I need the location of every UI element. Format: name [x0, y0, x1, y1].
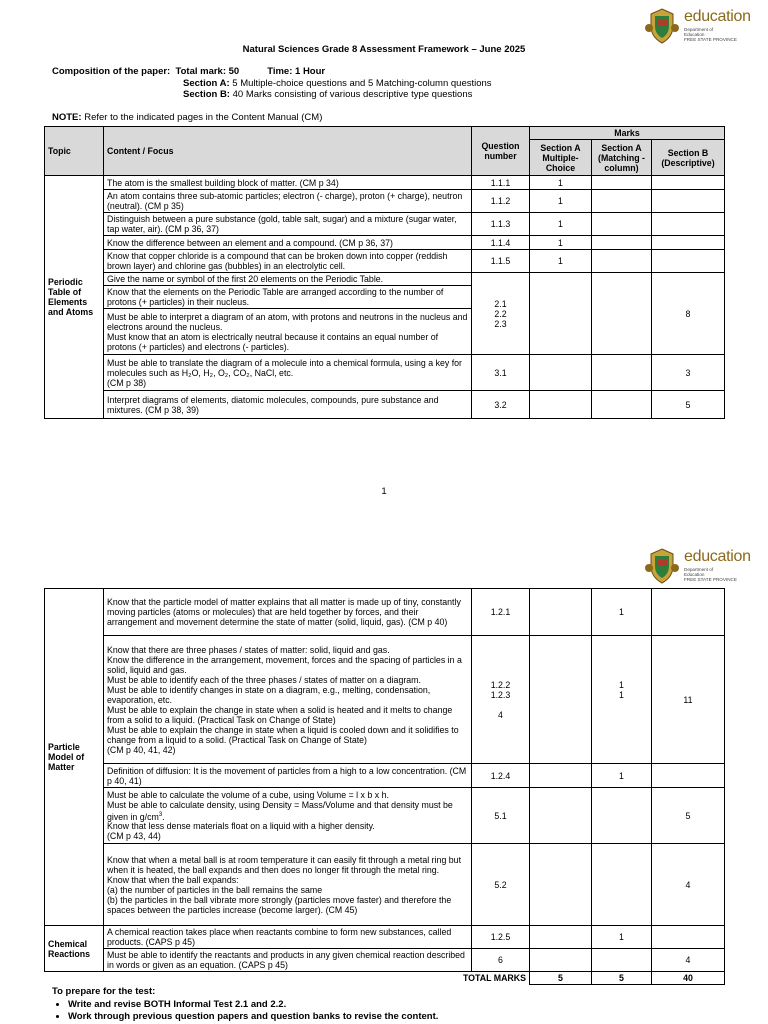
match-cell: 1 [592, 764, 652, 788]
education-logo [642, 546, 760, 586]
content-cell: Know the difference between an element and a compound. (CM p 36, 37) [104, 236, 472, 250]
content-line: (CM p 43, 44) [107, 831, 161, 842]
match-cell [592, 236, 652, 250]
table-row [45, 236, 725, 250]
question-cell: 3.2 [472, 391, 530, 419]
question-cell: 1.2.5 [472, 926, 530, 949]
content-cell: Know that the elements on the Periodic Table are arranged according to the number of protons (+ particles) in their nucleus. [104, 286, 472, 309]
question-cell: 6 [472, 949, 530, 972]
content-cell [104, 309, 472, 355]
content-line: Know that there are three phases / states of matter: solid, liquid and gas. [107, 644, 390, 655]
question-number: 2.2 [494, 308, 507, 319]
total-match: 5 [592, 972, 652, 985]
table-row [45, 391, 725, 419]
mc-cell: 1 [530, 213, 592, 236]
brand-sub [684, 27, 737, 42]
preparation-notes [52, 986, 438, 1024]
question-cell [472, 636, 530, 764]
match-cell [592, 250, 652, 273]
content-cell [104, 788, 472, 844]
note-text: Refer to the indicated pages in the Content Manual (CM) [84, 112, 323, 123]
table-row [45, 764, 725, 788]
content-line: (b) the particles in the ball vibrate more strongly (particles move faster) and therefore the spaces between the particles increase (become larger). (CM 45) [107, 894, 452, 915]
header-marks: Marks [530, 127, 725, 140]
descriptive-cell: 8 [652, 273, 725, 355]
question-cell: 1.1.3 [472, 213, 530, 236]
table-row [45, 176, 725, 190]
question-number: 4 [498, 709, 503, 720]
content-line: Know that when a metal ball is at room temperature it can easily fit through a metal ring but when it is heated, the ball expands and then does no longer fit through the metal ring. [107, 854, 462, 875]
descriptive-cell [652, 236, 725, 250]
table-row [45, 788, 725, 844]
section-a-text: 5 Multiple-choice questions and 5 Matching-column questions [232, 77, 492, 89]
brand-sub-line: FREE STATE PROVINCE [684, 577, 737, 582]
match-mark: 1 [619, 679, 624, 690]
content-cell [104, 844, 472, 926]
brand-sub-line: Department of [684, 27, 714, 32]
prep-list [52, 999, 438, 1024]
content-line: Know the difference in the arrangement, movement, forces and the spacing of particles in a solid, liquid and gas. [107, 654, 462, 675]
total-mark: Total mark: 50 [175, 66, 240, 77]
brand-name: education [684, 8, 751, 25]
table-row [45, 589, 725, 636]
content-line: Must know that an atom is electrically neutral because it contains an equal number of protons (+ particles) and electrons (- particles). [107, 331, 439, 352]
content-line: (CM p 38) [107, 377, 147, 388]
header-sec-a-match: Section A (Matching -column) [592, 140, 652, 176]
header-topic: Topic [45, 127, 104, 176]
page-1 [0, 0, 768, 500]
match-cell [592, 190, 652, 213]
descriptive-cell: 3 [652, 355, 725, 391]
content-cell: An atom contains three sub-atomic particles; electron (- charge), proton (+ charge), neutron (neutral). (CM p 35) [104, 190, 472, 213]
question-number: 1.2.2 [490, 679, 511, 690]
brand-sub [684, 567, 737, 582]
mc-cell [530, 636, 592, 764]
content-cell: Know that the particle model of matter explains that all matter is made up of tiny, constantly moving particles (atoms or molecules) that are held together by forces, and their arrangement and movement determine the state of matter (solid, liquid, gas). (CM p 40) [104, 589, 472, 636]
match-cell: 1 [592, 926, 652, 949]
descriptive-cell: 5 [652, 788, 725, 844]
descriptive-cell [652, 764, 725, 788]
prep-heading: To prepare for the test: [52, 986, 156, 997]
coat-of-arms-icon [642, 546, 682, 586]
match-cell [592, 273, 652, 355]
table-row [45, 190, 725, 213]
assessment-table-1 [44, 126, 725, 419]
match-cell [592, 213, 652, 236]
section-a-label: Section A: [183, 77, 230, 89]
question-cell: 5.1 [472, 788, 530, 844]
mc-cell: 1 [530, 250, 592, 273]
content-line: Must be able to identify each of the three phases / states of matter on a diagram. [107, 674, 421, 685]
mc-cell [530, 926, 592, 949]
question-cell: 1.1.1 [472, 176, 530, 190]
question-number: 1.2.3 [490, 689, 511, 700]
total-row [45, 972, 725, 985]
header-sec-b: Section B (Descriptive) [652, 140, 725, 176]
total-label: TOTAL MARKS [45, 972, 530, 985]
list-item: • Work through previous question papers and question banks to revise the content. [68, 1011, 438, 1024]
page-number: 1 [381, 486, 387, 497]
table-row [45, 636, 725, 764]
question-number: 2.3 [494, 318, 507, 329]
match-cell [592, 391, 652, 419]
mc-cell [530, 764, 592, 788]
mc-cell: 1 [530, 236, 592, 250]
assessment-table-2 [44, 588, 725, 985]
content-line: Know that when the ball expands: [107, 874, 239, 885]
brand-sub-line: Department of [684, 567, 714, 572]
time: Time: 1 Hour [267, 66, 326, 77]
content-line: Must be able to interpret a diagram of an atom, with protons and neutrons in the nucleus and electrons around the nucleus. [107, 311, 468, 332]
mc-cell [530, 589, 592, 636]
table-row [45, 926, 725, 949]
descriptive-cell [652, 926, 725, 949]
note [52, 112, 322, 123]
content-cell: Give the name or symbol of the first 20 elements on the Periodic Table. [104, 273, 472, 286]
mc-cell [530, 391, 592, 419]
match-cell: 1 [592, 589, 652, 636]
header-content: Content / Focus [104, 127, 472, 176]
superscript: 3 [158, 811, 163, 818]
match-cell [592, 355, 652, 391]
question-cell: 1.2.4 [472, 764, 530, 788]
match-cell [592, 844, 652, 926]
content-line [107, 800, 468, 822]
content-line: Know that less dense materials float on a liquid with a higher density. [107, 821, 375, 832]
match-cell [592, 176, 652, 190]
content-line: Must be able to calculate the volume of a cube, using Volume = l x b x h. [107, 789, 389, 800]
question-cell: 1.2.1 [472, 589, 530, 636]
mc-cell [530, 788, 592, 844]
descriptive-cell: 4 [652, 949, 725, 972]
content-cell: Interpret diagrams of elements, diatomic molecules, compounds, pure substance and mixtures. (CM p 38, 39) [104, 391, 472, 419]
table-row [45, 213, 725, 236]
descriptive-cell [652, 213, 725, 236]
question-cell: 1.1.2 [472, 190, 530, 213]
content-cell: Must be able to identify the reactants and products in any given chemical reaction described in words or given as an equation. (CAPS p 45) [104, 949, 472, 972]
content-line: Must be able to identify changes in state on a diagram, e.g., melting, condensation, evaporation, etc. [107, 684, 431, 705]
mc-cell [530, 273, 592, 355]
topic-cell: Particle Model of Matter [45, 589, 104, 926]
descriptive-cell [652, 176, 725, 190]
mc-cell [530, 949, 592, 972]
brand-sub-line: Education [684, 572, 705, 577]
question-cell: 5.2 [472, 844, 530, 926]
match-cell [592, 949, 652, 972]
question-cell: 1.1.5 [472, 250, 530, 273]
content-cell [104, 355, 472, 391]
brand-name: education [684, 548, 751, 565]
content-cell: Know that copper chloride is a compound that can be broken down into copper (reddish brown layer) and chlorine gas (bubbles) in an electrolytic cell. [104, 250, 472, 273]
density-text: Must be able to calculate density, using Density = Mass/Volume and that density must be given in g/cm [107, 799, 453, 822]
mc-cell [530, 844, 592, 926]
brand-sub-line: FREE STATE PROVINCE [684, 37, 737, 42]
content-cell: Distinguish between a pure substance (gold, table salt, sugar) and a mixture (sugar water, tap water, air). (CM p 36, 37) [104, 213, 472, 236]
mc-cell: 1 [530, 176, 592, 190]
table-row [45, 273, 725, 286]
question-cell [472, 273, 530, 355]
content-cell: A chemical reaction takes place when reactants combine to form new substances, called products. (CAPS p 45) [104, 926, 472, 949]
table-row [45, 250, 725, 273]
content-line: Must be able to translate the diagram of a molecule into a chemical formula, using a key for molecules such as H₂O, H₂, O₂, CO₂, NaCl, etc. [107, 357, 462, 378]
question-cell: 1.1.4 [472, 236, 530, 250]
period: . [162, 811, 165, 822]
note-label: NOTE: [52, 112, 82, 123]
coat-of-arms-icon [642, 6, 682, 46]
descriptive-cell: 11 [652, 636, 725, 764]
header-question: Question number [472, 127, 530, 176]
descriptive-cell: 5 [652, 391, 725, 419]
section-b-text: 40 Marks consisting of various descriptive type questions [232, 89, 473, 100]
list-item: • Write and revise BOTH Informal Test 2.1 and 2.2. [68, 999, 438, 1012]
question-cell: 3.1 [472, 355, 530, 391]
descriptive-cell [652, 190, 725, 213]
header-sec-a-mc: Section A Multiple-Choice [530, 140, 592, 176]
mc-cell [530, 355, 592, 391]
content-cell [104, 636, 472, 764]
table-row [45, 949, 725, 972]
total-descriptive: 40 [652, 972, 725, 985]
descriptive-cell [652, 589, 725, 636]
composition-label: Composition of the paper: [52, 66, 171, 77]
content-line: (a) the number of particles in the ball remains the same [107, 884, 323, 895]
content-cell: Definition of diffusion: It is the movement of particles from a high to a low concentration. (CM p 40, 41) [104, 764, 472, 788]
content-line: (CM p 40, 41, 42) [107, 744, 176, 755]
brand-sub-line: Education [684, 32, 705, 37]
table-row [45, 355, 725, 391]
match-cell [592, 636, 652, 764]
education-logo [642, 6, 760, 46]
match-cell [592, 788, 652, 844]
topic-cell: Chemical Reactions [45, 926, 104, 972]
paper-composition [52, 66, 492, 101]
content-line: Must be able to explain the change in state when a solid is heated and it melts to change from a solid to a liquid. (Practical Task on Change of State) [107, 704, 453, 725]
section-b-label: Section B: [183, 89, 230, 100]
table-row [45, 844, 725, 926]
question-number: 2.1 [494, 298, 507, 309]
content-cell: The atom is the smallest building block of matter. (CM p 34) [104, 176, 472, 190]
topic-cell: Periodic Table of Elements and Atoms [45, 176, 104, 419]
content-line: Must be able to explain the change in state when a liquid is cooled down and it solidifies to change from a liquid to a solid. (Practical Task on Change of State) [107, 724, 459, 745]
total-mc: 5 [530, 972, 592, 985]
descriptive-cell: 4 [652, 844, 725, 926]
document-title: Natural Sciences Grade 8 Assessment Framework – June 2025 [242, 44, 526, 55]
descriptive-cell [652, 250, 725, 273]
mc-cell: 1 [530, 190, 592, 213]
match-mark: 1 [619, 689, 624, 700]
